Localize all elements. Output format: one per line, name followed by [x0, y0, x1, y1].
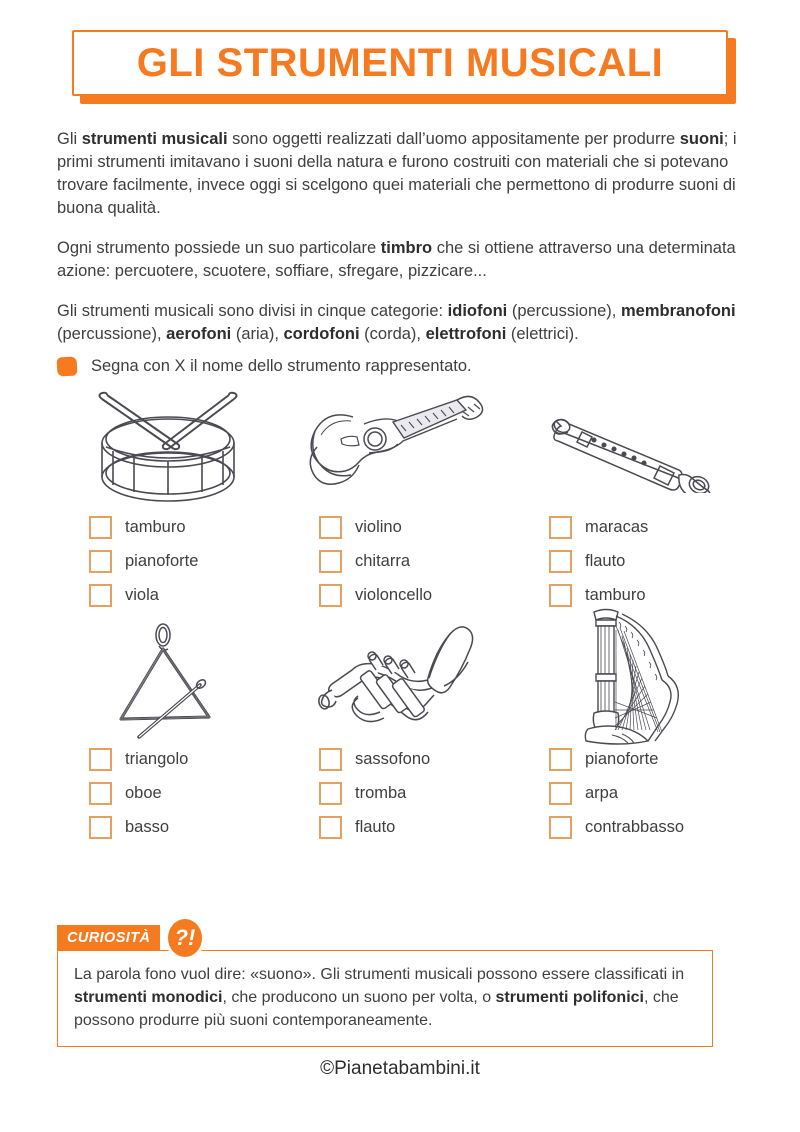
option-row[interactable]: [89, 742, 188, 776]
option-label: flauto: [355, 817, 396, 836]
option-label: viola: [125, 585, 159, 604]
option-label: pianoforte: [125, 551, 199, 570]
exercise-item: [287, 388, 517, 612]
trumpet-icon: [287, 620, 517, 738]
curiosity-text: La parola fono vuol dire: «suono». Gli strumenti musicali possono essere classificati in strumenti monodici, che producono un suono per volta, o strumenti polifonici, che possono produrre più suoni contemporaneamente.: [57, 950, 713, 1047]
instruction-label: Segna con X il nome dello strumento rappresentato.: [91, 357, 472, 375]
checkbox[interactable]: [89, 782, 112, 805]
option-row[interactable]: [319, 810, 430, 844]
recorder-flute-icon: [517, 388, 747, 506]
checkbox[interactable]: [549, 748, 572, 771]
checkbox[interactable]: [549, 516, 572, 539]
checkbox[interactable]: [89, 748, 112, 771]
option-label: oboe: [125, 783, 162, 802]
option-row[interactable]: [319, 544, 432, 578]
curiosity-tab: [57, 925, 196, 951]
curiosity-tab-label: CURIOSITÀ: [67, 930, 151, 946]
option-label: tamburo: [585, 585, 646, 604]
option-row[interactable]: [319, 510, 432, 544]
exercise-item: [57, 620, 287, 844]
exercise-item: [57, 388, 287, 612]
footer-credit: ©Pianetabambini.it: [320, 1058, 480, 1079]
curiosity-box: [57, 925, 713, 1047]
question-exclamation-icon: [165, 916, 205, 960]
title-box: [72, 30, 728, 96]
option-row[interactable]: [549, 810, 684, 844]
option-row[interactable]: [319, 776, 430, 810]
acoustic-guitar-icon: [287, 388, 517, 506]
option-label: chitarra: [355, 551, 411, 570]
option-list: [287, 742, 430, 844]
checkbox[interactable]: [319, 584, 342, 607]
option-label: triangolo: [125, 749, 189, 768]
option-row[interactable]: [319, 742, 430, 776]
checkbox[interactable]: [549, 584, 572, 607]
option-row[interactable]: [89, 578, 198, 612]
checkbox[interactable]: [319, 816, 342, 839]
intro-paragraph-3: Gli strumenti musicali sono divisi in cinque categorie: idiofoni (percussione), membranofoni (percussione), aerofoni (aria), cordofoni (corda), elettrofoni (elettrici).: [57, 302, 736, 343]
option-list: [517, 510, 648, 612]
option-label: tromba: [355, 783, 407, 802]
option-list: [57, 510, 198, 612]
option-row[interactable]: [319, 578, 432, 612]
harp-icon: [517, 620, 747, 738]
checkbox[interactable]: [89, 516, 112, 539]
option-row[interactable]: [89, 544, 198, 578]
option-label: contrabbasso: [585, 817, 685, 836]
page-title-banner: [72, 30, 728, 96]
orange-square-bullet-icon: [57, 356, 78, 376]
option-label: tamburo: [125, 517, 186, 536]
checkbox[interactable]: [319, 516, 342, 539]
option-label: arpa: [585, 783, 619, 802]
triangle-icon: [57, 620, 287, 738]
checkbox[interactable]: [549, 550, 572, 573]
page-title: GLI STRUMENTI MUSICALI: [136, 41, 664, 85]
option-list: [287, 510, 432, 612]
option-list: [517, 742, 684, 844]
option-list: [57, 742, 188, 844]
option-row[interactable]: [549, 776, 684, 810]
checkbox[interactable]: [89, 550, 112, 573]
checkbox[interactable]: [549, 816, 572, 839]
checkbox[interactable]: [319, 748, 342, 771]
curiosity-badge-label: ?!: [174, 925, 196, 950]
checkbox[interactable]: [319, 550, 342, 573]
checkbox[interactable]: [319, 782, 342, 805]
intro-text-block: [57, 128, 747, 363]
snare-drum-icon: [57, 388, 287, 506]
intro-paragraph-2: Ogni strumento possiede un suo particolare timbro che si ottiene attraverso una determinata azione: percuotere, scuotere, soffiare, sfregare, pizzicare...: [57, 239, 736, 280]
option-row[interactable]: [549, 510, 648, 544]
checkbox[interactable]: [89, 584, 112, 607]
option-row[interactable]: [89, 776, 188, 810]
checkbox[interactable]: [89, 816, 112, 839]
option-label: sassofono: [355, 749, 431, 768]
option-label: pianoforte: [585, 749, 659, 768]
option-label: flauto: [585, 551, 626, 570]
instruction-row: [57, 357, 472, 376]
option-row[interactable]: [549, 544, 648, 578]
checkbox[interactable]: [549, 782, 572, 805]
option-label: violino: [355, 517, 402, 536]
exercise-grid: [57, 388, 747, 844]
exercise-item: [517, 620, 747, 844]
option-row[interactable]: [89, 510, 198, 544]
option-label: basso: [125, 817, 170, 836]
exercise-item: [287, 620, 517, 844]
option-label: maracas: [585, 517, 649, 536]
option-row[interactable]: [89, 810, 188, 844]
option-row[interactable]: [549, 742, 684, 776]
option-label: violoncello: [355, 585, 433, 604]
exercise-item: [517, 388, 747, 612]
intro-paragraph-1: Gli strumenti musicali sono oggetti realizzati dall’uomo appositamente per produrre suoni; i primi strumenti imitavano i suoni della natura e furono costruiti con materiali che si potevano trovare facilmente, invece oggi si scelgono quei materiali che permettono di produrre suoni di buona qualità.: [57, 130, 737, 217]
